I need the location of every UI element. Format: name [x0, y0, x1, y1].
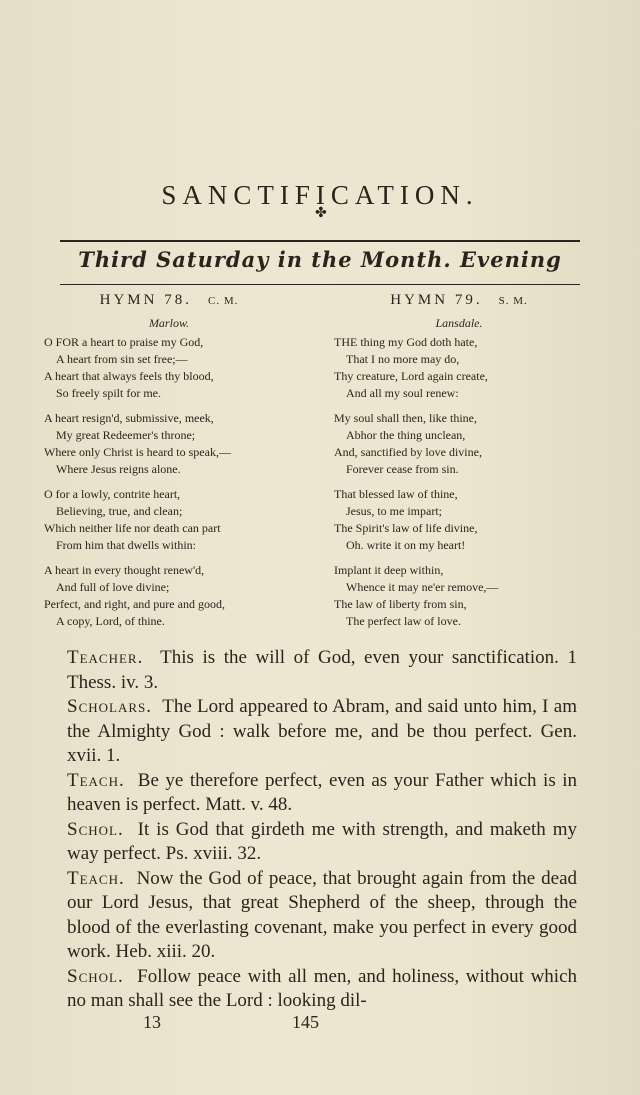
verse-line: THE thing my God doth hate, [334, 335, 478, 349]
hymn-tune: Lansdale. [435, 316, 483, 330]
speaker-label: Teach. [67, 867, 125, 889]
stanza [44, 334, 294, 402]
dialogue-entry [67, 695, 577, 769]
verse-line: Perfect, and right, and pure and good, [44, 597, 225, 611]
verse-line: Which neither life nor death can part [44, 521, 221, 535]
signature-mark: 13 [143, 1012, 161, 1032]
hymn-heading [44, 292, 294, 314]
verse-line: Thy creature, Lord again create, [334, 369, 488, 383]
verse-line: Oh. write it on my heart! [346, 538, 466, 552]
stanza [334, 562, 584, 630]
verse-line: The law of liberty from sin, [334, 597, 467, 611]
dialogue-entry [67, 818, 577, 867]
verse-line: From him that dwells within: [56, 538, 196, 552]
verse-line: Forever cease from sin. [346, 462, 459, 476]
verse-line: Believing, true, and clean; [56, 504, 183, 518]
speaker-label: Scholars. [67, 696, 152, 717]
dialogue-text: It is God that girdeth me with strength, and maketh my way perfect. Ps. xviii. 32. [67, 818, 578, 864]
verse-line: My soul shall then, like thine, [334, 411, 477, 425]
dialogue-text: Follow peace with all men, and holiness, without which no man shall see the Lord : looking dil- [67, 965, 577, 1011]
hymn-number: HYMN 79. [390, 292, 483, 308]
dialogue-text: This is the will of God, even your sanctification. 1 Thess. iv. 3. [67, 647, 577, 693]
dialogue-text: The Lord appeared to Abram, and said unto him, I am the Almighty God : walk before me, and be thou perfect. Gen. xvii. 1. [67, 696, 577, 766]
verse-line: That I no more may do, [346, 352, 460, 366]
hymn-meter: S. M. [498, 295, 528, 307]
verse-line: A heart resign'd, submissive, meek, [44, 411, 214, 425]
page-number: 145 [292, 1012, 319, 1032]
hymn-78 [44, 292, 294, 638]
verse-line: The perfect law of love. [346, 614, 461, 628]
stanza [44, 562, 294, 630]
stanza [334, 486, 584, 554]
divider-top [60, 240, 580, 242]
hymn-heading [334, 292, 584, 314]
dialogue-entry [67, 646, 577, 695]
verse-line: Where only Christ is heard to speak,— [44, 445, 231, 459]
verse-line: My great Redeemer's throne; [56, 428, 196, 442]
hymn-number: HYMN 78. [99, 292, 192, 308]
speaker-label: Teacher. [67, 647, 144, 668]
verse-line: A copy, Lord, of thine. [56, 614, 165, 628]
verse-line: Implant it deep within, [334, 563, 444, 577]
catechism-dialogue [67, 646, 577, 1014]
verse-line: A heart in every thought renew'd, [44, 563, 205, 577]
verse-line: A heart that always feels thy blood, [44, 369, 214, 383]
dialogue-text: Now the God of peace, that brought again from the dead our Lord Jesus, that great Shepherd of the sheep, through the blood of the everlasting covenant, make you perfect in every good work. Heb. xiii. 20. [67, 867, 577, 962]
verse-line: O FOR a heart to praise my God, [44, 335, 204, 349]
verse-line: And all my soul renew: [346, 386, 459, 400]
section-subtitle: Third Saturday in the Month. Evening [78, 247, 562, 272]
stanza [334, 334, 584, 402]
verse-line: Where Jesus reigns alone. [56, 462, 181, 476]
speaker-label: Schol. [67, 965, 124, 987]
verse-line: O for a lowly, contrite heart, [44, 487, 181, 501]
verse-line: That blessed law of thine, [334, 487, 458, 501]
page-title: SANCTIFICATION. [161, 180, 479, 210]
stanza [44, 486, 294, 554]
verse-line: Whence it may ne'er remove,— [346, 580, 499, 594]
hymn-tune: Marlow. [148, 316, 190, 330]
verse-line: Jesus, to me impart; [346, 504, 442, 518]
ornament-icon: ✤ [315, 206, 327, 221]
dialogue-entry [67, 965, 577, 1014]
verse-line: A heart from sin set free;— [56, 352, 188, 366]
verse-line: And, sanctified by love divine, [334, 445, 482, 459]
stanza [44, 410, 294, 478]
verse-line: And full of love divine; [56, 580, 170, 594]
verse-line: Abhor the thing unclean, [346, 428, 466, 442]
dialogue-entry [67, 769, 577, 818]
dialogue-text: Be ye therefore perfect, even as your Father which is in heaven is perfect. Matt. v. 48. [67, 769, 578, 815]
speaker-label: Schol. [67, 818, 124, 840]
dialogue-entry [67, 867, 577, 965]
divider-bottom [60, 284, 580, 285]
verse-line: So freely spilt for me. [56, 386, 161, 400]
speaker-label: Teach. [67, 769, 125, 791]
hymn-79 [334, 292, 584, 638]
verse-line: The Spirit's law of life divine, [334, 521, 478, 535]
stanza [334, 410, 584, 478]
hymn-meter: C. M. [207, 295, 239, 307]
